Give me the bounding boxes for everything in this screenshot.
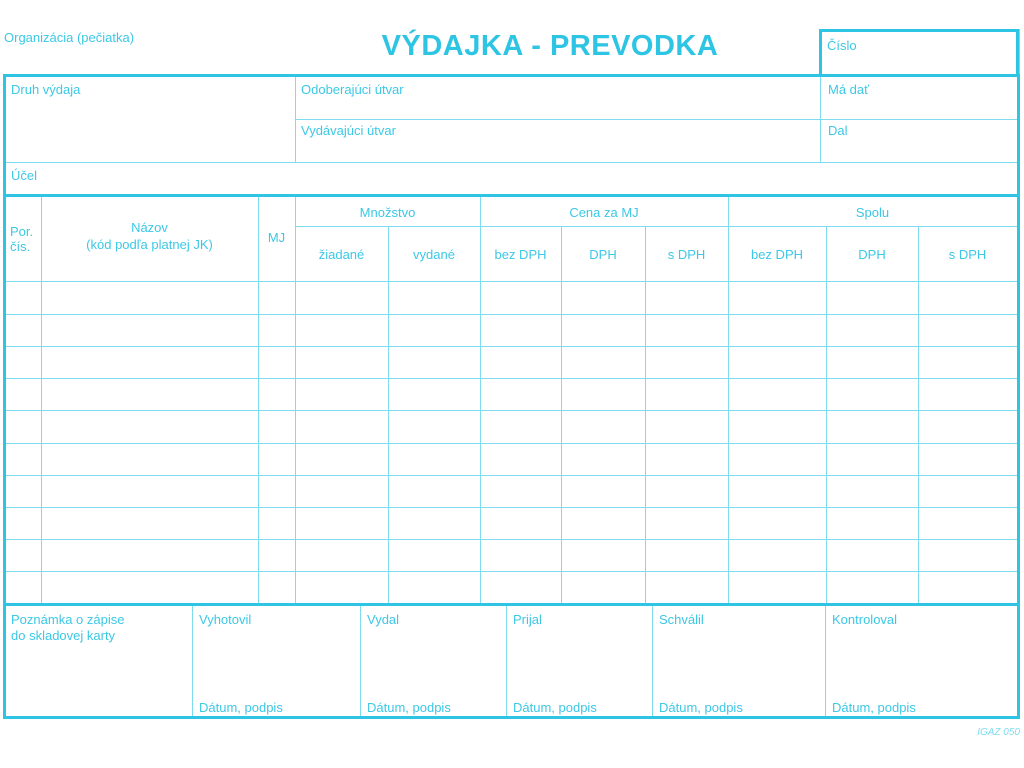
table-row [6,443,1017,444]
frame-left [3,74,6,719]
frame-bottom [3,716,1020,719]
note-label-2: do skladovej karty [11,628,116,643]
sub-requested-label: žiadané [318,247,365,262]
table-row [6,539,1017,540]
col-no-label-2: čís. [10,239,31,254]
price-without-vat-label: bez DPH [494,247,547,262]
total-vat-label: DPH [858,247,886,262]
number-box-top [819,29,1019,32]
sub-issued-label: vydané [413,247,455,262]
table-row [6,378,1017,379]
number-box-left [819,29,822,77]
form-code: IGAZ 050 [977,727,1020,738]
price-vat-label: DPH [589,247,617,262]
frame-top [3,74,1020,77]
signature-role-issued: Vydal [367,612,400,627]
signature-role-received: Prijal [513,612,542,627]
table-row [6,314,1017,315]
col-name-label-1: Názov [131,220,168,235]
organization-stamp-label: Organizácia (pečiatka) [4,30,135,45]
signature-date-received: Dátum, podpis [513,700,597,715]
table-row [6,571,1017,572]
table-row [6,410,1017,411]
table-row [6,507,1017,508]
group-total-label: Spolu [855,205,890,220]
debit-label: Má dať [828,82,870,97]
credit-label: Dal [828,123,848,138]
signature-role-approved: Schválil [659,612,704,627]
issuing-unit-label: Vydávajúci útvar [301,123,396,138]
col-name-label-2: (kód podľa platnej JK) [86,237,213,252]
table-top-border [6,194,1017,197]
total-without-vat-label: bez DPH [750,247,804,262]
total-with-vat-label: s DPH [948,247,987,262]
issue-type-label: Druh výdaja [11,82,81,97]
table-row [6,475,1017,476]
signature-role-checked: Kontroloval [832,612,898,627]
table-bottom-border [6,603,1017,606]
group-quantity-label: Množstvo [359,205,416,220]
number-label: Číslo [827,38,857,53]
signature-role-prepared: Vyhotovil [199,612,252,627]
col-unit-label: MJ [267,230,286,245]
price-with-vat-label: s DPH [667,247,706,262]
signature-date-approved: Dátum, podpis [659,700,743,715]
note-label-1: Poznámka o zápise [11,612,125,627]
signature-date-checked: Dátum, podpis [832,700,916,715]
signature-date-issued: Dátum, podpis [367,700,451,715]
group-unit-price-label: Cena za MJ [569,205,639,220]
purpose-label: Účel [11,168,38,183]
col-no-label-1: Por. [10,224,34,239]
table-row [6,346,1017,347]
receiving-unit-label: Odoberajúci útvar [301,82,404,97]
signature-date-prepared: Dátum, podpis [199,700,283,715]
form-title: VÝDAJKA - PREVODKA [381,30,719,62]
frame-right [1017,74,1020,719]
